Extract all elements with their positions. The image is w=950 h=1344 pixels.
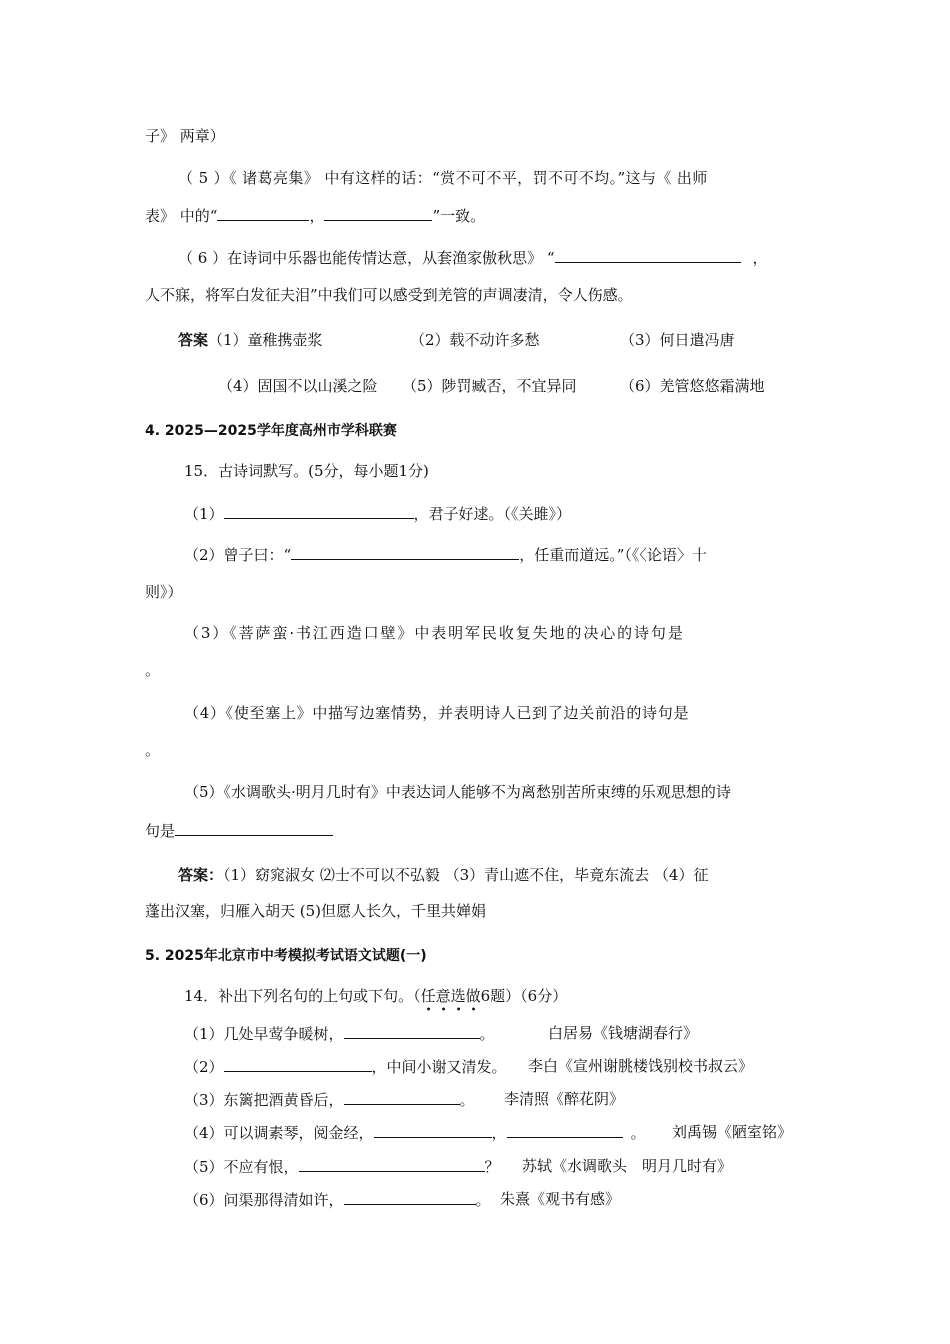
source-citation: 朱熹《观书有感》 [500,1190,621,1208]
question-14-5: （5）不应有恨， ？ [184,1158,500,1176]
question-6-cont: 人不寐，将军白发征夫泪”中我们可以感受到羌管的声调凄清，令人伤感。 [145,286,633,304]
text-line: 子》 两章） [145,127,225,145]
answer-item: （5）陟罚臧否，不宜异同 [402,377,577,395]
source-citation: 李白《宣州谢朓楼饯别校书叔云》 [528,1057,754,1075]
answer-blank[interactable] [175,820,333,836]
answer-blank[interactable] [299,1156,485,1172]
question-15-2-cont: 则》） [145,583,183,601]
answer-blank[interactable] [224,503,414,519]
source-citation: 刘禹锡《陋室铭》 [672,1123,793,1141]
question-15-4-cont: 。 [145,741,161,759]
section-heading-5: 5. 2025年北京市中考模拟考试语文试题(一) [145,948,427,964]
question-5-cont: 表》 中的“ ， ”一致。 [145,207,486,225]
question-15-3: （3）《菩萨蛮·书江西造口壁》中表明军民收复失地的决心的诗句是 [184,624,685,642]
answer-blank[interactable] [374,1122,492,1138]
section-heading-4: 4. 2025—2025学年度高州市学科联赛 [145,423,397,439]
emphasis-text: 任意选做 • • • • [420,987,481,1016]
question-14-6: （6）问渠那得清如许， 。 [184,1191,491,1209]
question-6: （ 6 ）在诗词中乐器也能传情达意，从套渔家傲秋思》 “ ， [178,249,768,267]
answer-blank[interactable] [217,205,309,221]
answer-blank[interactable] [291,544,519,560]
answer-item: （6）羌管悠悠霜满地 [620,377,765,395]
question-5: （ 5 ）《 诸葛亮集》 中有这样的话：“赏不可不平，罚不可不均。”这与《 出师 [178,169,708,187]
answer-block-2: 答案：（1）窈窕淑女 ⑵士不可以不弘毅 （3）青山遮不住，毕竟东流去 （4）征 [178,866,709,884]
answer-item: （2）载不动许多愁 [410,331,540,349]
question-14-4: （4）可以调素琴，阅金经， ， 。 [184,1124,646,1142]
answer-blank[interactable] [344,1189,476,1205]
answer-blank[interactable] [224,1056,372,1072]
answer-blank[interactable] [344,1089,460,1105]
answer-blank[interactable] [324,205,432,221]
answer-item: （4）固国不以山溪之险 [218,377,378,395]
source-citation: 李清照《醉花阴》 [504,1090,625,1108]
source-citation: 白居易《钱塘湖春行》 [548,1024,699,1042]
answer-block-1: 答案（1）童稚携壶浆 [178,331,323,349]
question-15-5: （5）《水调歌头·明月几时有》中表达词人能够不为离愁别苦所束缚的乐观思想的诗 [184,783,731,801]
question-15-4: （4）《使至塞上》中描写边塞情势，并表明诗人已到了边关前沿的诗句是 [184,704,690,722]
question-15: 15．古诗词默写。(5分，每小题1分) [184,462,429,480]
answer-item: （3）何日遣冯唐 [620,331,735,349]
answer-block-2-cont: 蓬出汉塞，归雁入胡天 (5)但愿人长久，千里共婵娟 [145,902,487,920]
question-14-2: （2） ，中间小谢又清发。 [184,1058,507,1076]
question-14-1: （1）几处早莺争暖树， 。 [184,1025,495,1043]
answer-blank[interactable] [344,1023,480,1039]
question-14-3: （3）东篱把酒黄昏后， 。 [184,1091,475,1109]
answer-blank[interactable] [507,1122,623,1138]
question-15-5-cont: 句是 [145,820,333,841]
source-citation: 苏轼《水调歌头 明月几时有》 [522,1157,733,1175]
question-15-1: （1） ，君子好逑。（《关雎》） [184,505,572,523]
question-15-2: （2）曾子曰：“ ，任重而道远。”（《〈论语〉十 [184,546,707,564]
question-14: 14．补出下列名句的上句或下句。（任意选做 • • • • 6题）（6分） [184,987,568,1016]
question-15-3-cont: 。 [145,661,161,679]
answer-blank[interactable] [555,247,741,263]
